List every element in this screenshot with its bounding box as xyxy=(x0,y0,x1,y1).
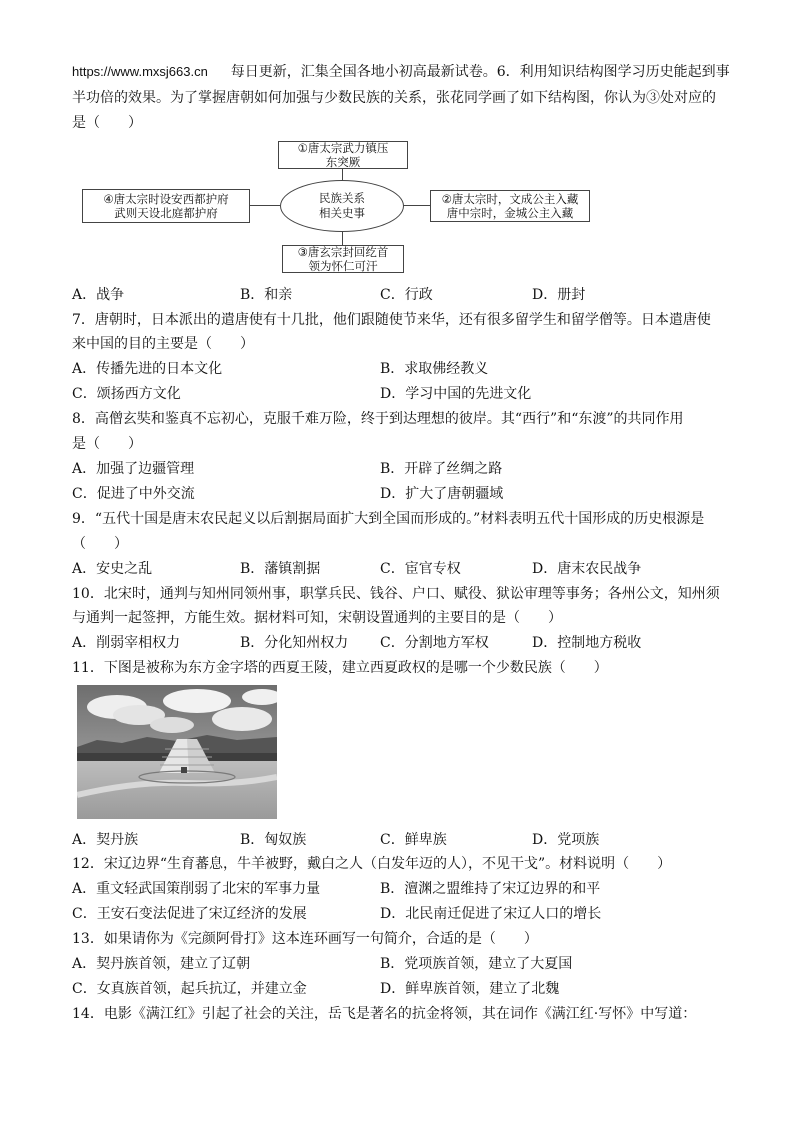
q6-line3: 是（ ） xyxy=(72,115,142,131)
q9-line1: 9．“五代十国是唐末农民起义以后割据局面扩大到全国而形成的。”材料表明五代十国形成的历史根源是 xyxy=(72,511,705,527)
q11-option-b[interactable]: B．匈奴族 xyxy=(240,832,307,848)
q10-option-d[interactable]: D．控制地方税收 xyxy=(532,635,642,651)
box-3-line2: 领为怀仁可汗 xyxy=(308,259,378,273)
box-1-tang-taizong-military xyxy=(278,141,408,169)
q13-option-c[interactable]: C．女真族首领，起兵抗辽，并建立金 xyxy=(72,981,307,997)
connector-left xyxy=(248,205,280,206)
q7-option-b[interactable]: B．求取佛经教义 xyxy=(380,361,489,377)
q11-line1: 11．下图是被称为东方金字塔的西夏王陵，建立西夏政权的是哪一个少数民族（ ） xyxy=(72,660,608,676)
q14-line1: 14．电影《满江红》引起了社会的关注，岳飞是著名的抗金将领，其在词作《满江红·写怀》中写道： xyxy=(72,1006,697,1022)
q8-line2: 是（ ） xyxy=(72,436,142,452)
q6-line2: 半功倍的效果。为了掌握唐朝如何加强与少数民族的关系，张花同学画了如下结构图，你认为③处对应的 xyxy=(72,90,716,106)
q9-option-d[interactable]: D．唐末农民战争 xyxy=(532,561,642,577)
q12-option-b[interactable]: B．澶渊之盟维持了宋辽边界的和平 xyxy=(380,881,601,897)
box-1-line1: ①唐太宗武力镇压 xyxy=(297,141,389,155)
q9-option-c[interactable]: C．宦官专权 xyxy=(380,561,461,577)
header-url[interactable]: https://www.mxsj663.cn xyxy=(72,64,208,79)
q8-option-c[interactable]: C．促进了中外交流 xyxy=(72,486,195,502)
box-3-line1: ③唐玄宗封回纥首 xyxy=(297,245,389,259)
q10-line2: 与通判一起签押，方能生效。据材料可知，宋朝设置通判的主要目的是（ ） xyxy=(72,610,562,626)
box-4-line2: 武则天设北庭都护府 xyxy=(114,206,218,220)
q7-option-a[interactable]: A．传播先进的日本文化 xyxy=(72,361,223,377)
q10-option-a[interactable]: A．削弱宰相权力 xyxy=(72,635,181,651)
center-line1: 民族关系 xyxy=(319,191,365,205)
q8-option-b[interactable]: B．开辟了丝绸之路 xyxy=(380,461,503,477)
q6-start: 6．利用知识结构图学习历史能起到事 xyxy=(496,64,730,80)
q10-option-b[interactable]: B．分化知州权力 xyxy=(240,635,349,651)
q12-option-c[interactable]: C．王安石变法促进了宋辽经济的发展 xyxy=(72,906,307,922)
q8-option-a[interactable]: A．加强了边疆管理 xyxy=(72,461,195,477)
q7-line1: 7．唐朝时，日本派出的遣唐使有十几批，他们跟随使节来华，还有很多留学生和留学僧等。日本遣唐使 xyxy=(72,312,711,328)
header-tagline: 每日更新，汇集全国各地小初高最新试卷。 xyxy=(230,64,497,80)
q7-option-d[interactable]: D．学习中国的先进文化 xyxy=(380,386,532,402)
box-2-line2: 唐中宗时，金城公主入藏 xyxy=(446,206,574,220)
q6-option-d[interactable]: D．册封 xyxy=(532,287,586,303)
q9-option-b[interactable]: B．藩镇割据 xyxy=(240,561,321,577)
q8-line1: 8．高僧玄奘和鉴真不忘初心，克服千难万险，终于到达理想的彼岸。其“西行”和“东渡”的共同作用 xyxy=(72,411,684,427)
box-4-protectorates xyxy=(82,189,250,223)
q11-option-a[interactable]: A．契丹族 xyxy=(72,832,139,848)
q11-option-d[interactable]: D．党项族 xyxy=(532,832,600,848)
q13-option-d[interactable]: D．鲜卑族首领，建立了北魏 xyxy=(380,981,560,997)
center-ellipse xyxy=(280,180,404,232)
q10-line1: 10．北宋时，通判与知州同领州事，职掌兵民、钱谷、户口、赋役、狱讼审理等事务；各州公文，知州须 xyxy=(72,586,720,602)
box-4-line1: ④唐太宗时设安西都护府 xyxy=(103,192,229,206)
q8-option-d[interactable]: D．扩大了唐朝疆域 xyxy=(380,486,504,502)
q11-option-c[interactable]: C．鲜卑族 xyxy=(380,832,447,848)
header-line xyxy=(72,62,730,82)
connector-right xyxy=(402,205,432,206)
q7-option-c[interactable]: C．颂扬西方文化 xyxy=(72,386,181,402)
box-3-huihe-khan xyxy=(282,245,404,273)
q12-option-d[interactable]: D．北民南迁促进了宋辽人口的增长 xyxy=(380,906,602,922)
q13-line1: 13．如果请你为《完颜阿骨打》这本连环画写一句简介，合适的是（ ） xyxy=(72,931,538,947)
q7-line2: 来中国的目的主要是（ ） xyxy=(72,336,254,352)
q6-option-b[interactable]: B．和亲 xyxy=(240,287,293,303)
connector-bottom xyxy=(342,230,343,245)
center-line2: 相关史事 xyxy=(319,206,365,220)
q9-option-a[interactable]: A．安史之乱 xyxy=(72,561,153,577)
box-2-princess-tibet xyxy=(430,190,590,222)
q6-option-a[interactable]: A．战争 xyxy=(72,287,125,303)
q12-option-a[interactable]: A．重文轻武国策削弱了北宋的军事力量 xyxy=(72,881,321,897)
q10-option-c[interactable]: C．分割地方军权 xyxy=(380,635,489,651)
q6-option-c[interactable]: C．行政 xyxy=(380,287,433,303)
western-xia-tombs-photo xyxy=(77,685,277,819)
q13-option-b[interactable]: B．党项族首领，建立了大夏国 xyxy=(380,956,573,972)
q9-line2: （ ） xyxy=(72,536,128,552)
q12-line1: 12．宋辽边界“生育蕃息，牛羊被野，戴白之人（白发年迈的人），不见干戈”。材料说明（ ） xyxy=(72,856,672,872)
box-2-line1: ②唐太宗时，文成公主入藏 xyxy=(441,192,579,206)
box-1-line2: 东突厥 xyxy=(325,155,361,169)
q13-option-a[interactable]: A．契丹族首领，建立了辽朝 xyxy=(72,956,251,972)
